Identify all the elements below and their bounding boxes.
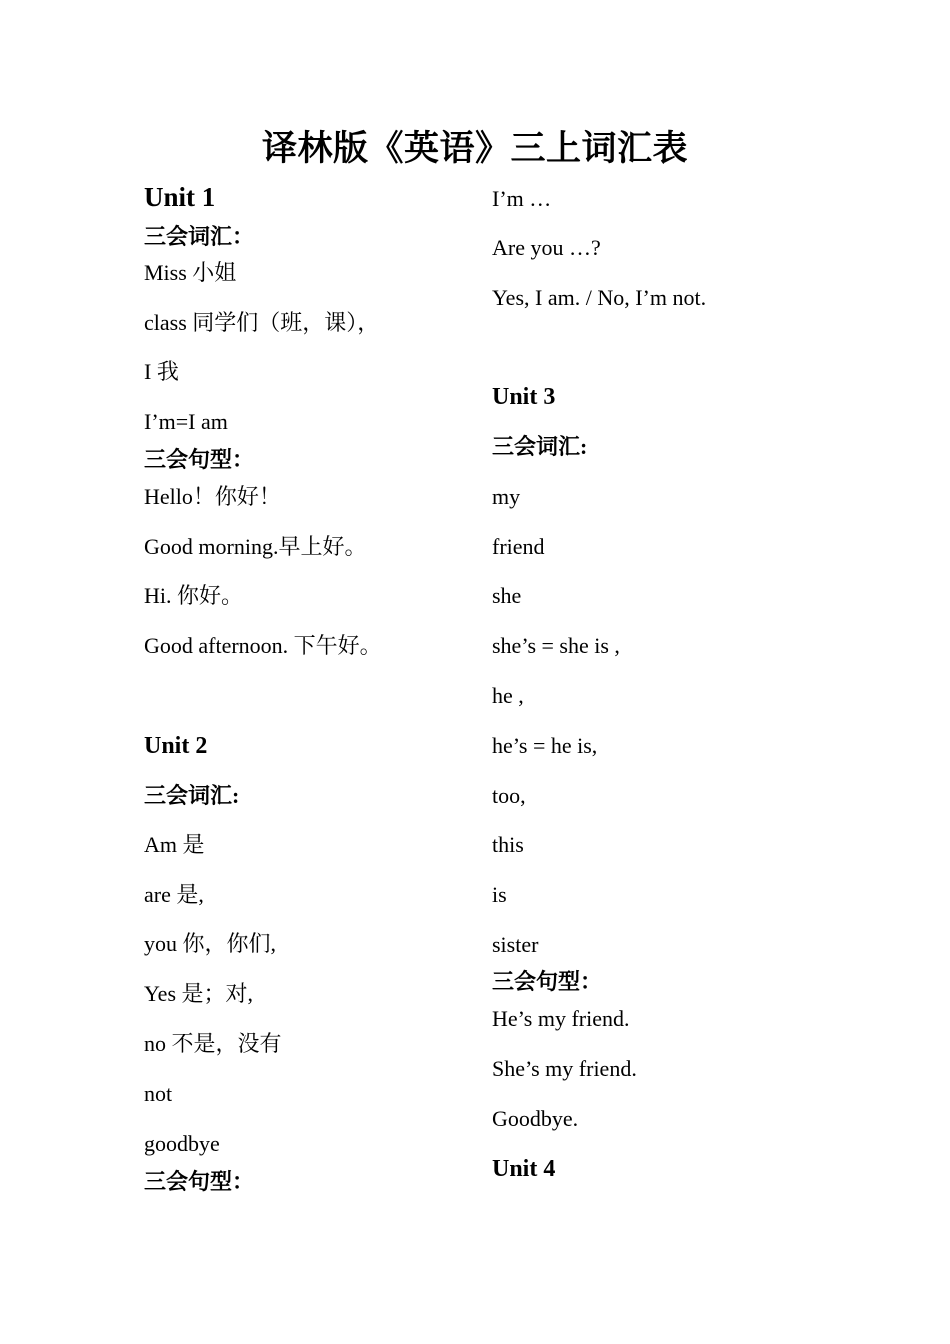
document-title: 译林版《英语》三上词汇表 bbox=[261, 129, 688, 168]
unit1-vocab-item: Miss 小姐 bbox=[144, 260, 237, 285]
unit2-vocab-item: no 不是，没有 bbox=[144, 1031, 282, 1056]
unit2-vocab-item: you 你，你们, bbox=[144, 931, 277, 956]
unit3-vocab-item: friend bbox=[492, 534, 545, 559]
unit1-heading: Unit 1 bbox=[144, 182, 216, 212]
unit2-sentence-item: Are you …? bbox=[492, 235, 601, 260]
unit3-vocab-item: this bbox=[492, 832, 524, 857]
unit3-vocab-label: 三会词汇: bbox=[492, 434, 588, 459]
unit1-sentence-item: Hello！你好！ bbox=[144, 484, 281, 509]
unit3-sentence-item: She’s my friend. bbox=[492, 1056, 637, 1081]
unit2-vocab-item: Am 是 bbox=[144, 832, 205, 857]
unit1-sentence-label: 三会句型： bbox=[144, 447, 255, 472]
unit1-sentence-item: Good afternoon. 下午好。 bbox=[144, 633, 382, 658]
unit3-vocab-item: my bbox=[492, 484, 521, 509]
unit2-heading: Unit 2 bbox=[144, 733, 208, 759]
unit3-sentence-item: Goodbye. bbox=[492, 1106, 579, 1131]
unit1-vocab-item: class 同学们（班，课）， bbox=[144, 310, 380, 335]
unit3-vocab-item: he , bbox=[492, 683, 524, 708]
unit2-vocab-item: Yes 是；对, bbox=[144, 981, 254, 1006]
unit3-vocab-item: he’s = he is, bbox=[492, 733, 598, 758]
unit2-vocab-item: not bbox=[144, 1081, 173, 1106]
unit3-vocab-item: is bbox=[492, 882, 507, 907]
unit4-heading: Unit 4 bbox=[492, 1156, 556, 1182]
unit2-sentence-item: I’m … bbox=[492, 186, 552, 211]
unit2-vocab-label: 三会词汇: bbox=[144, 783, 240, 808]
unit3-heading: Unit 3 bbox=[492, 384, 556, 410]
unit3-vocab-item: she bbox=[492, 583, 522, 608]
unit1-vocab-item: I 我 bbox=[144, 359, 179, 384]
unit3-sentence-item: He’s my friend. bbox=[492, 1006, 630, 1031]
unit2-sentence-item: Yes, I am. / No, I’m not. bbox=[492, 285, 707, 310]
unit3-vocab-item: sister bbox=[492, 932, 539, 957]
unit2-vocab-item: goodbye bbox=[144, 1131, 220, 1156]
unit2-vocab-item: are 是, bbox=[144, 882, 204, 907]
unit1-sentence-item: Hi. 你好。 bbox=[144, 583, 244, 608]
unit3-vocab-item: too, bbox=[492, 783, 526, 808]
unit2-sentence-label: 三会句型： bbox=[144, 1169, 255, 1194]
unit1-vocab-item: I’m=I am bbox=[144, 409, 228, 434]
unit3-sentence-label: 三会句型： bbox=[492, 969, 603, 994]
unit1-vocab-label: 三会词汇： bbox=[144, 224, 255, 249]
unit1-sentence-item: Good morning.早上好。 bbox=[144, 534, 367, 559]
unit3-vocab-item: she’s = she is , bbox=[492, 633, 620, 658]
